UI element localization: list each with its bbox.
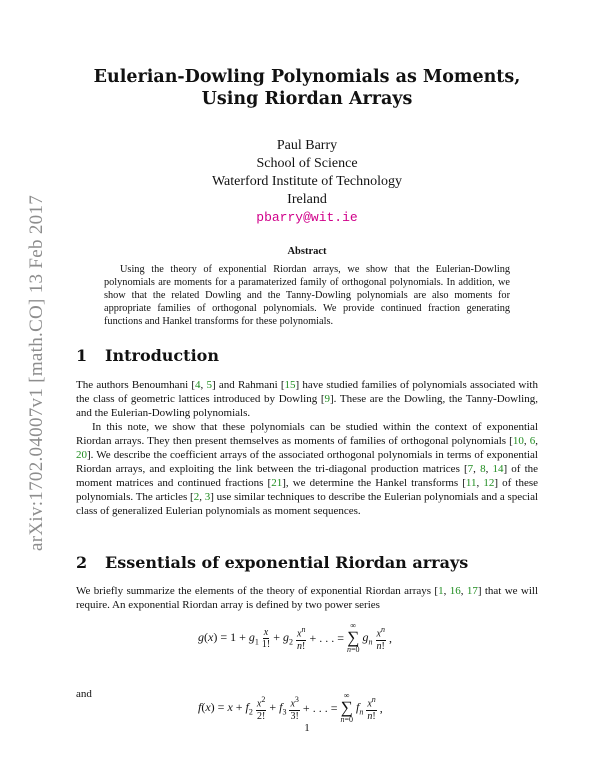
citation-link[interactable]: 3 bbox=[204, 491, 211, 503]
citation-link[interactable]: 7 bbox=[467, 463, 474, 475]
section-2-paragraph-1: We briefly summarize the elements of the theory of exponential Riordan arrays [1, 16, 17] that we will require. An exponential Riordan array is defined by two power series bbox=[76, 585, 539, 611]
equation-connector: and bbox=[76, 688, 92, 700]
author-dept: School of Science bbox=[256, 156, 358, 171]
citation-link[interactable]: 9 bbox=[324, 393, 331, 405]
citation-link[interactable]: 5 bbox=[206, 379, 212, 391]
citation-link[interactable]: 2 bbox=[193, 491, 200, 503]
citation-link[interactable]: 11 bbox=[465, 477, 477, 489]
citation-link[interactable]: 6 bbox=[529, 435, 536, 447]
abstract-text: Using the theory of exponential Riordan arrays, we show that the Eulerian-Dowling polynomials are moments for a paramaterized family of orthogonal polynomials. In addition, we show that the related Dowling and the Tanny-Dowling polynomials are also moments for appropriate families of orthogonal polynomials. We provide continued fraction generating functions and Hankel transforms for these polynomials. bbox=[104, 264, 510, 327]
section-2-number: 2 bbox=[76, 553, 88, 572]
section-2-title: Essentials of exponential Riordan arrays bbox=[105, 553, 469, 572]
citation-link[interactable]: 14 bbox=[492, 463, 504, 475]
citation-link[interactable]: 4 bbox=[195, 379, 201, 391]
author-institute: Waterford Institute of Technology bbox=[211, 174, 403, 189]
page-number: 1 bbox=[304, 722, 310, 734]
author-country: Ireland bbox=[287, 192, 327, 207]
arxiv-id: arXiv:1702.04007v1 [math.CO] 13 Feb 2017 bbox=[26, 194, 47, 552]
citation-link[interactable]: 16 bbox=[449, 585, 461, 597]
citation-link[interactable]: 10 bbox=[512, 435, 524, 447]
equation-g: $g(x) = 1 + g_1$ $\frac{x}{1!}$ + $g_2$ $\frac{x^n}{n!}$ + . . . = ∞ ∑ n=0 $g_n$ $\frac{x^n}{n!}$ , bbox=[198, 621, 392, 654]
citation-link[interactable]: 20 bbox=[76, 449, 87, 461]
equation-f: $f(x) = x + f_2$ $\frac{x^2}{2!}$ + $f_3$ $\frac{x^3}{3!}$ + . . . = ∞ ∑ n=0 $f_n$ $\frac{x^n}{n!}$ , bbox=[198, 691, 383, 724]
section-2-heading bbox=[76, 553, 468, 572]
section-1-title: Introduction bbox=[105, 346, 219, 365]
author-name: Paul Barry bbox=[276, 138, 338, 153]
title-line-1: Eulerian-Dowling Polynomials as Moments, bbox=[93, 67, 521, 87]
author-block bbox=[76, 137, 538, 227]
citation-link[interactable]: 15 bbox=[284, 379, 296, 391]
paper-title bbox=[76, 66, 538, 110]
abstract-heading: Abstract bbox=[287, 246, 327, 257]
intro-paragraph-2: In this note, we show that these polynomials can be studied within the context of exponential Riordan arrays. They then present themselves as moments of families of orthogonal polynomials [10, 6, 20]. We describe the coefficient arrays of the associated orthogonal polynomials in terms of exponential Riordan arrays, and exploiting the link between the tri-diagonal production matrices [7, 8, 14] of the moment matrices and continued fractions [21], we determine the Hankel transforms [11, 12] of these polynomials. The articles [2, 3] use similar techniques to describe the Eulerian polynomials and a special class of generalized Eulerian polynomials as moment sequences. bbox=[76, 421, 539, 517]
section-1-number: 1 bbox=[76, 346, 88, 365]
author-email[interactable]: pbarry@wit.ie bbox=[256, 210, 358, 225]
intro-paragraph-1: The authors Benoumhani [4, 5] and Rahmani [15] have studied families of polynomials associated with the class of geometric lattices introduced by Dowling [9]. These are the Dowling, the Tanny-Dowling, and the Eulerian-Dowling polynomials. bbox=[76, 379, 538, 419]
citation-link[interactable]: 1 bbox=[438, 585, 444, 597]
section-1-heading bbox=[76, 346, 219, 365]
citation-link[interactable]: 21 bbox=[271, 477, 283, 489]
citation-link[interactable]: 12 bbox=[483, 477, 495, 489]
title-line-2: Using Riordan Arrays bbox=[201, 89, 413, 109]
arxiv-stamp bbox=[26, 178, 48, 568]
citation-link[interactable]: 17 bbox=[466, 585, 478, 597]
citation-link[interactable]: 8 bbox=[480, 463, 486, 475]
